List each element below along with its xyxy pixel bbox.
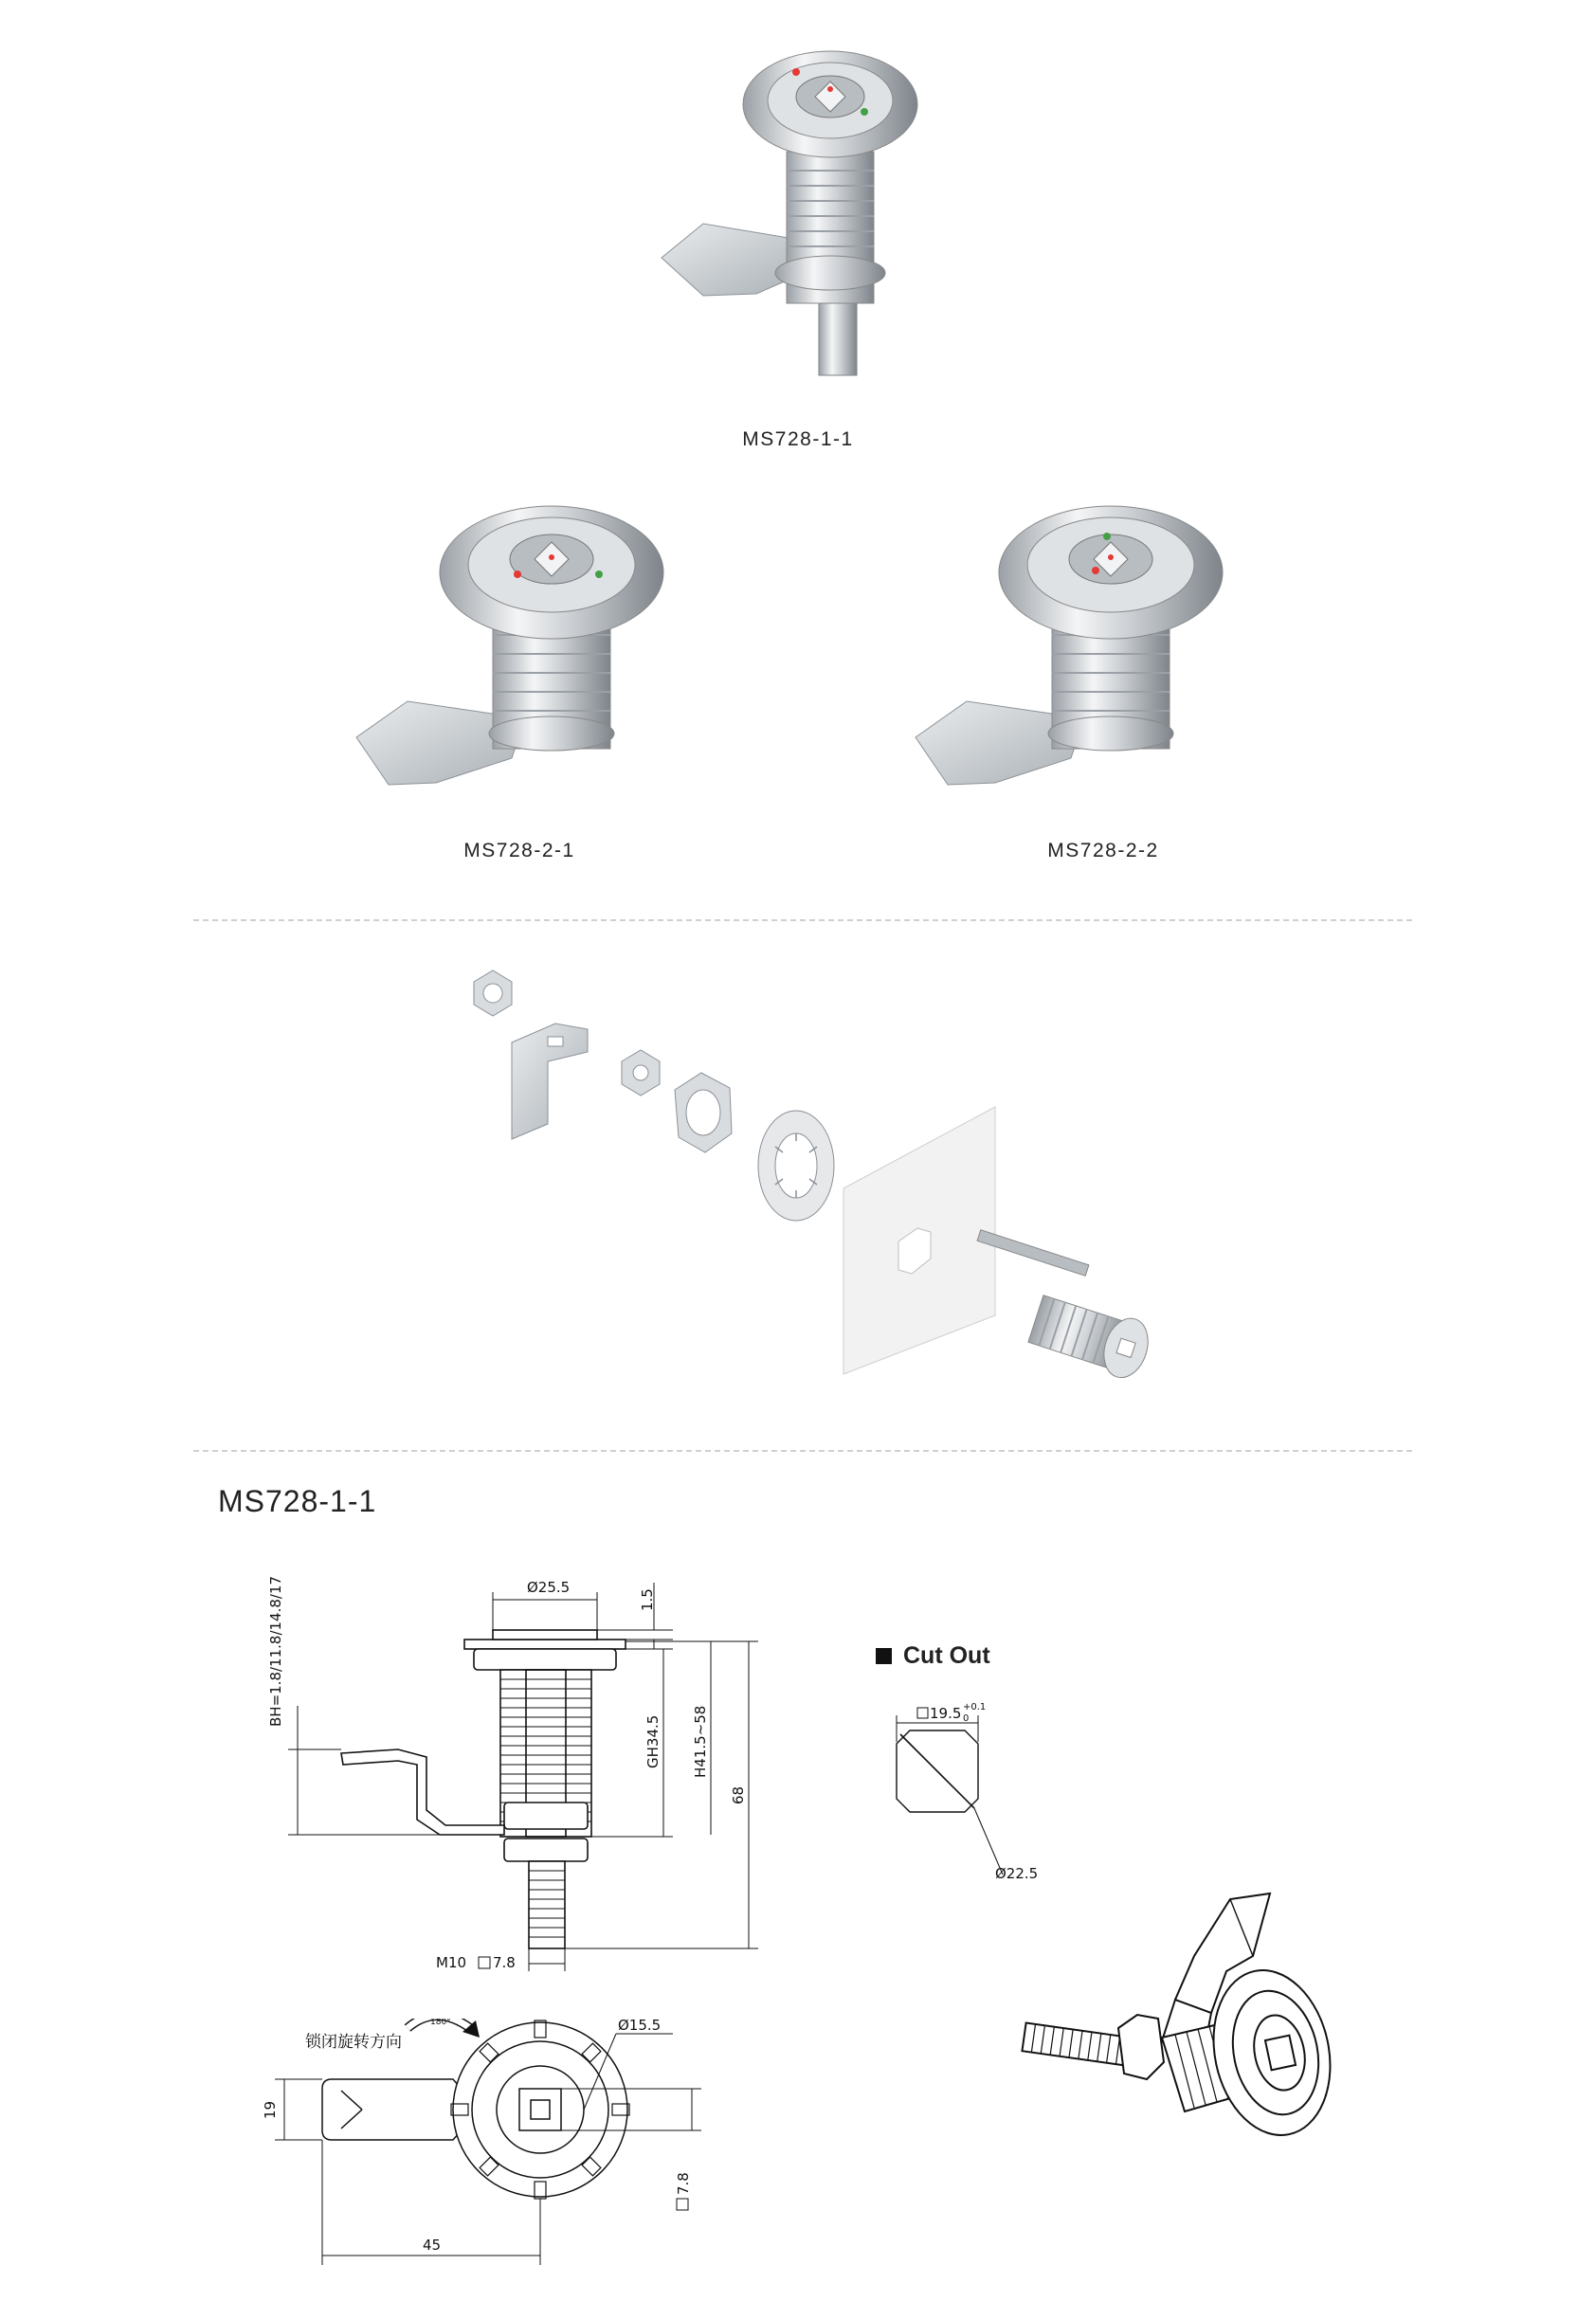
cutout-heading	[876, 1642, 990, 1670]
dim-length-45: 45	[423, 2237, 442, 2254]
isometric-drawing	[1005, 1886, 1365, 2170]
side-view-drawing	[256, 1554, 787, 2000]
section-divider-1	[193, 919, 1412, 921]
dim-thread: M10	[436, 1954, 467, 1971]
dim-gh: GH34.5	[644, 1714, 662, 1768]
product-image-ms728-1-1	[644, 47, 948, 389]
product-caption-3: MS728-2-2	[1047, 840, 1159, 861]
dim-flange: 1.5	[639, 1588, 656, 1611]
rotate-angle: 180°	[430, 2019, 451, 2027]
dim-square-bottom: 7.8	[675, 2172, 692, 2195]
product-caption-2: MS728-2-1	[463, 840, 575, 861]
product-caption-1: MS728-1-1	[742, 428, 854, 450]
product-image-ms728-2-2	[910, 502, 1251, 806]
cutout-square: 19.5	[930, 1705, 962, 1722]
bottom-view-drawing	[256, 2019, 749, 2284]
dim-square: 7.8	[493, 1954, 516, 1971]
section-divider-2	[193, 1450, 1412, 1452]
dim-head-diameter: Ø25.5	[527, 1579, 571, 1596]
dim-inner-diameter: Ø15.5	[618, 2019, 662, 2034]
exploded-assembly-image	[445, 957, 1204, 1412]
bullet-square-icon	[876, 1648, 892, 1664]
product-image-ms728-2-1	[351, 502, 692, 806]
cutout-tol-plus: +0.1	[963, 1702, 987, 1712]
cutout-title: Cut Out	[903, 1642, 990, 1669]
dim-h: H41.5~58	[692, 1705, 709, 1778]
cutout-diagonal: Ø22.5	[995, 1865, 1039, 1882]
rotation-direction-label: 锁闭旋转方向	[305, 2033, 402, 2052]
dim-bh: BH=1.8/11.8/14.8/17	[267, 1575, 284, 1727]
cutout-drawing	[872, 1696, 1080, 1886]
section-title: MS728-1-1	[218, 1484, 377, 1518]
dim-height-19: 19	[262, 2100, 279, 2119]
dim-overall: 68	[730, 1785, 747, 1804]
cutout-tol-zero: 0	[963, 1713, 970, 1724]
